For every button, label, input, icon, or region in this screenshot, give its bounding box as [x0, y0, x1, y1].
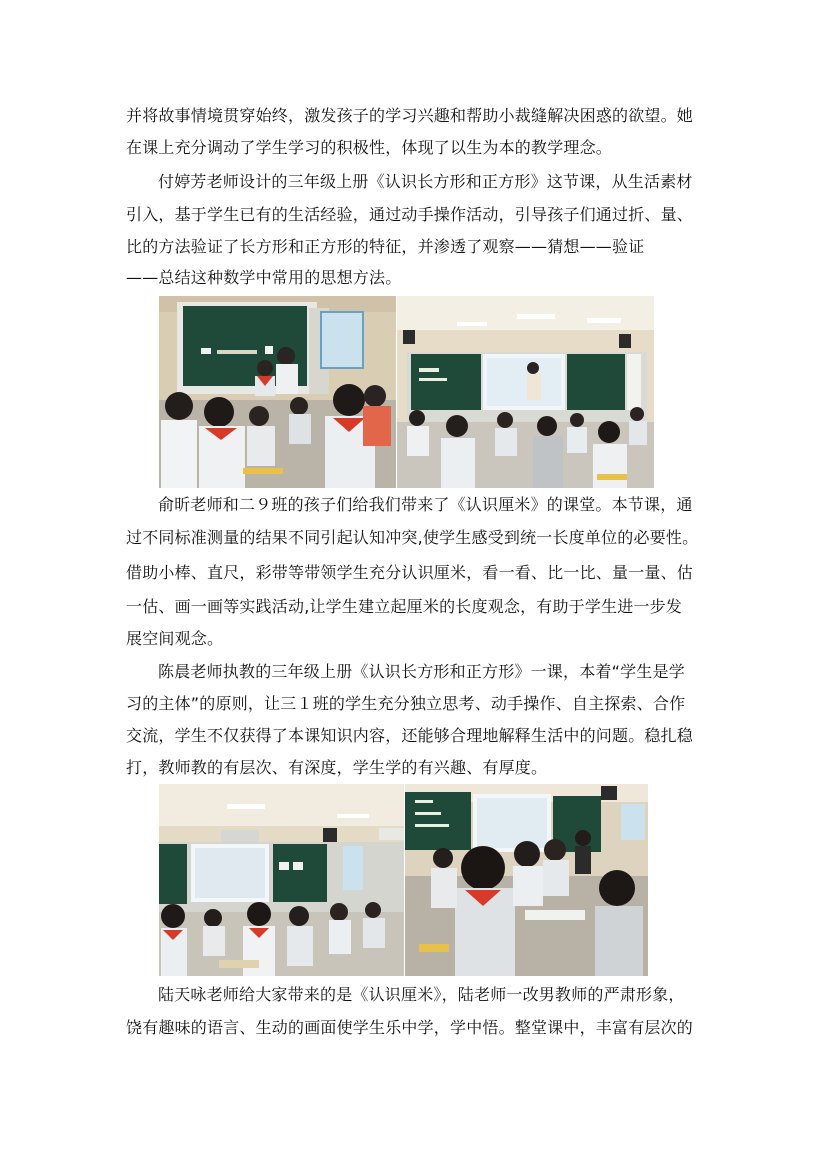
text-line: 打，教师教的有层次、有深度，学生学的有兴趣、有厚度。: [126, 758, 548, 777]
text-line: 展空间观念。: [126, 629, 224, 648]
text-line: 陈晨老师执教的三年级上册《认识长方形和正方形》一课，本着“学生是学: [158, 662, 685, 681]
text-line: 陆天咏老师给大家带来的是《认识厘米》，陆老师一改男教师的严肃形象，: [158, 985, 685, 1004]
text-line: 借助小棒、直尺，彩带等带领学生充分认识厘米，看一看、比一比、量一量、估: [126, 563, 694, 582]
classroom-photo-left: [159, 296, 396, 488]
text-line: 比的方法验证了长方形和正方形的特征，并渗透了观察——猜想——验证: [126, 237, 645, 256]
text-line: 过不同标准测量的结果不同引起认知冲突,使学生感受到统一长度单位的必要性。: [126, 528, 699, 547]
text-line: 俞昕老师和二９班的孩子们给我们带来了《认识厘米》的课堂。本节课，通: [158, 495, 693, 514]
classroom-photo-right: [397, 296, 654, 488]
text-line: 一估、画一画等实践活动,让学生建立起厘米的长度观念，有助于学生进一步发: [126, 597, 683, 616]
classroom-photo-right-2: [405, 784, 648, 976]
text-line: 交流，学生不仅获得了本课知识内容，还能够合理地解释生活中的问题。稳扎稳: [126, 726, 694, 745]
text-line: 习的主体”的原则，让三１班的学生充分独立思考、动手操作、自主探索、合作: [126, 694, 686, 713]
text-line: 在课上充分调动了学生学习的积极性，体现了以生为本的教学理念。: [126, 138, 613, 157]
text-line: 付婷芳老师设计的三年级上册《认识长方形和正方形》这节课，从生活素材: [158, 172, 693, 191]
text-line: ——总结这种数学中常用的思想方法。: [126, 268, 402, 287]
classroom-photo-left-2: [159, 784, 404, 976]
text-line: 引入，基于学生已有的生活经验，通过动手操作活动，引导孩子们通过折、量、: [126, 205, 694, 224]
text-line: 并将故事情境贯穿始终，激发孩子的学习兴趣和帮助小裁缝解决困惑的欲望。她: [126, 106, 694, 125]
text-line: 饶有趣味的语言、生动的画面使学生乐中学，学中悟。整堂课中，丰富有层次的: [126, 1018, 694, 1037]
